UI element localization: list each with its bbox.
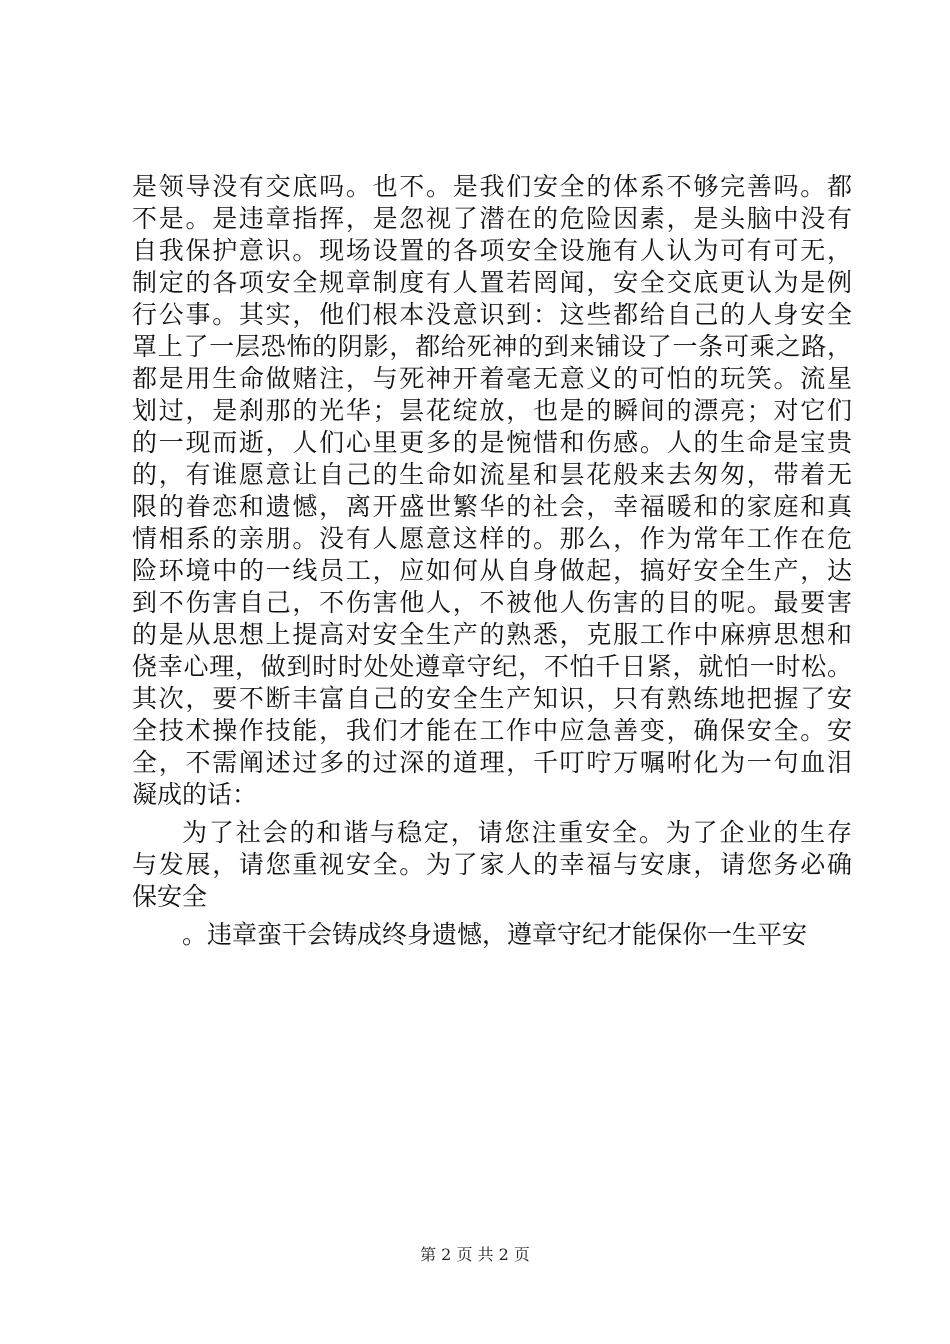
text-line: 的一现而逝，人们心里更多的是惋惜和伤感。人的生命是宝贵 bbox=[132, 428, 852, 457]
paragraph-2 bbox=[132, 817, 852, 913]
text-line: 是领导没有交底吗。也不。是我们安全的体系不够完善吗。都 bbox=[132, 172, 852, 201]
text-line: 为了社会的和谐与稳定，请您注重安全。为了企业的生存 bbox=[182, 818, 852, 847]
text-line: 的是从思想上提高对安全生产的熟悉，克服工作中麻痹思想和 bbox=[132, 620, 852, 649]
text-line: 全技术操作技能，我们才能在工作中应急善变，确保安全。安 bbox=[132, 716, 852, 745]
text-line: 凝成的话： bbox=[132, 780, 258, 809]
text-line: 限的眷恋和遗憾，离开盛世繁华的社会，幸福暖和的家庭和真 bbox=[132, 492, 852, 521]
text-line: 保安全 bbox=[132, 882, 208, 911]
text-line: 险环境中的一线员工，应如何从自身做起，搞好安全生产，达 bbox=[132, 556, 852, 585]
text-line: 情相系的亲朋。没有人愿意这样的。那么，作为常年工作在危 bbox=[132, 524, 852, 553]
text-line: 制定的各项安全规章制度有人置若罔闻，安全交底更认为是例 bbox=[132, 268, 852, 297]
text-line: 侥幸心理，做到时时处处遵章守纪，不怕千日紧，就怕一时松。 bbox=[132, 652, 852, 681]
text-line: 与发展，请您重视安全。为了家人的幸福与安康，请您务必确 bbox=[132, 850, 852, 879]
paragraph-1 bbox=[132, 171, 852, 811]
paragraph-3 bbox=[132, 919, 852, 951]
document-body bbox=[132, 171, 852, 951]
text-line: 划过，是刹那的光华；昙花绽放，也是的瞬间的漂亮；对它们 bbox=[132, 396, 852, 425]
text-line: 不是。是违章指挥，是忽视了潜在的危险因素，是头脑中没有 bbox=[132, 204, 852, 233]
text-line: 。违章蛮干会铸成终身遗憾，遵章守纪才能保你一生平安 bbox=[182, 920, 808, 949]
text-line: 罩上了一层恐怖的阴影，都给死神的到来铺设了一条可乘之路， bbox=[132, 332, 852, 361]
text-line: 全，不需阐述过多的过深的道理，千叮咛万嘱咐化为一句血泪 bbox=[132, 748, 852, 777]
page-number-footer: 第 2 页 共 2 页 bbox=[420, 1245, 530, 1264]
text-line: 都是用生命做赌注，与死神开着毫无意义的可怕的玩笑。流星 bbox=[132, 364, 852, 393]
text-line: 的，有谁愿意让自己的生命如流星和昙花般来去匆匆，带着无 bbox=[132, 460, 852, 489]
text-line: 其次，要不断丰富自己的安全生产知识，只有熟练地把握了安 bbox=[132, 684, 852, 713]
text-line: 自我保护意识。现场设置的各项安全设施有人认为可有可无， bbox=[132, 236, 852, 265]
text-line: 行公事。其实，他们根本没意识到：这些都给自己的人身安全 bbox=[132, 300, 852, 329]
text-line: 到不伤害自己，不伤害他人，不被他人伤害的目的呢。最要害 bbox=[132, 588, 852, 617]
